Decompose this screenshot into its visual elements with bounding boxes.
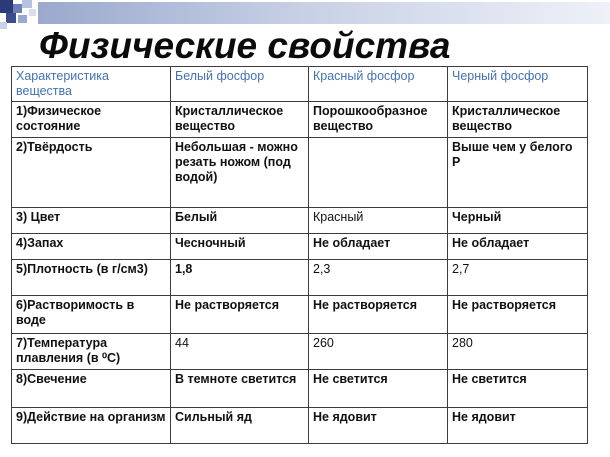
cell-black: Черный xyxy=(448,208,588,234)
properties-table xyxy=(11,66,588,444)
cell-red: Красный xyxy=(309,208,448,234)
decorative-square xyxy=(0,22,7,29)
cell-red: Не обладает xyxy=(309,234,448,260)
table-row xyxy=(12,102,588,138)
table-header-row xyxy=(12,67,588,102)
cell-black: Не светится xyxy=(448,370,588,408)
row-label: 4)Запах xyxy=(12,234,171,260)
row-label: 9)Действие на организм xyxy=(12,408,171,444)
cell-red: Порошкообразное вещество xyxy=(309,102,448,138)
table-row xyxy=(12,138,588,208)
cell-white: Чесночный xyxy=(171,234,309,260)
cell-red: 260 xyxy=(309,334,448,370)
decorative-square xyxy=(18,15,27,23)
cell-black: Выше чем у белого Р xyxy=(448,138,588,208)
cell-white: Сильный яд xyxy=(171,408,309,444)
header-red-phosphorus: Красный фосфор xyxy=(309,67,448,102)
cell-black: 2,7 xyxy=(448,260,588,296)
cell-black: Кристаллическое вещество xyxy=(448,102,588,138)
header-white-phosphorus: Белый фосфор xyxy=(171,67,309,102)
cell-red: Не светится xyxy=(309,370,448,408)
table-row xyxy=(12,208,588,234)
cell-black: Не ядовит xyxy=(448,408,588,444)
decorative-gradient-band xyxy=(38,2,610,24)
table-row xyxy=(12,296,588,334)
row-label: 5)Плотность (в г/см3) xyxy=(12,260,171,296)
cell-white: Небольшая - можно резать ножом (под водой) xyxy=(171,138,309,208)
cell-white: 1,8 xyxy=(171,260,309,296)
header-black-phosphorus: Черный фосфор xyxy=(448,67,588,102)
cell-black: Не растворяется xyxy=(448,296,588,334)
table-row xyxy=(12,260,588,296)
cell-red: 2,3 xyxy=(309,260,448,296)
row-label: 3) Цвет xyxy=(12,208,171,234)
cell-red: Не ядовит xyxy=(309,408,448,444)
decorative-square xyxy=(22,0,32,8)
decorative-square xyxy=(29,9,36,16)
row-label: 1)Физическое состояние xyxy=(12,102,171,138)
decorative-square xyxy=(13,4,22,13)
table-row xyxy=(12,334,588,370)
cell-white: 44 xyxy=(171,334,309,370)
decorative-square xyxy=(6,13,16,23)
cell-white: В темноте светится xyxy=(171,370,309,408)
table-row xyxy=(12,370,588,408)
cell-red xyxy=(309,138,448,208)
row-label: 7)Температура плавления (в ⁰С) xyxy=(12,334,171,370)
cell-black: Не обладает xyxy=(448,234,588,260)
cell-black: 280 xyxy=(448,334,588,370)
row-label: 6)Растворимость в воде xyxy=(12,296,171,334)
cell-white: Белый xyxy=(171,208,309,234)
decorative-square xyxy=(0,0,13,13)
header-characteristic: Характеристика вещества xyxy=(12,67,171,102)
cell-white: Кристаллическое вещество xyxy=(171,102,309,138)
row-label: 2)Твёрдость xyxy=(12,138,171,208)
cell-red: Не растворяется xyxy=(309,296,448,334)
cell-white: Не растворяется xyxy=(171,296,309,334)
row-label: 8)Свечение xyxy=(12,370,171,408)
table-row xyxy=(12,408,588,444)
table-row xyxy=(12,234,588,260)
page-title: Физические свойства xyxy=(39,25,451,66)
